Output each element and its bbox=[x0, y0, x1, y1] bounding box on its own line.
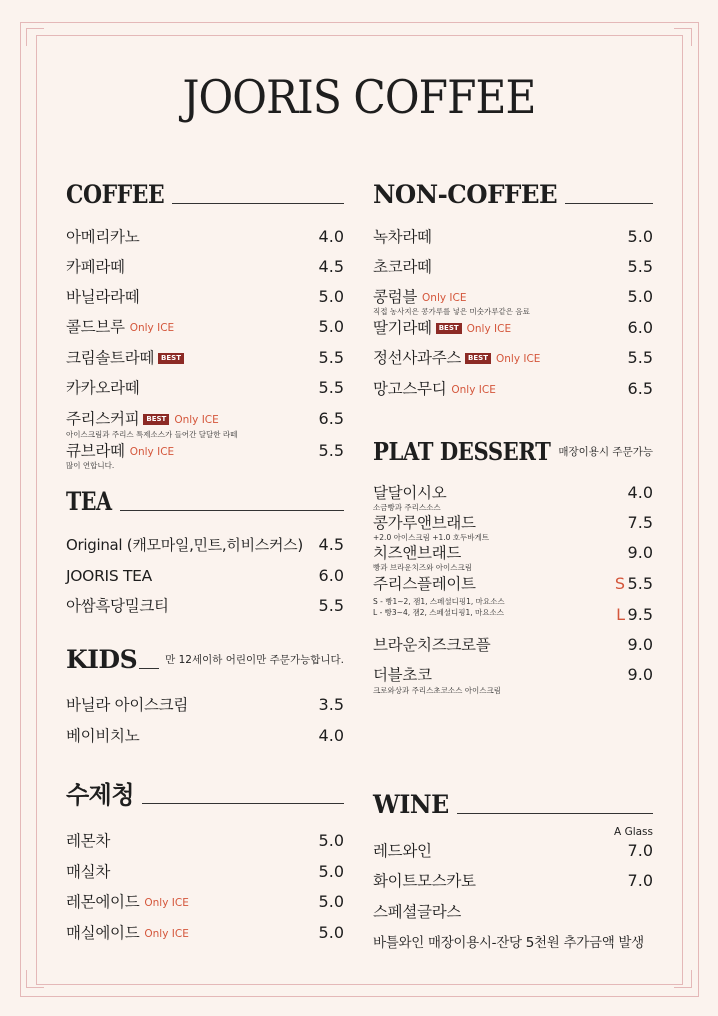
item-name: 레몬에이드 bbox=[66, 893, 140, 911]
item-name: 바닐라 아이스크림 bbox=[66, 696, 189, 714]
item-price: 5.5 bbox=[318, 596, 344, 615]
item-description: 소금빵과 주리스소스 bbox=[373, 503, 441, 512]
menu-item bbox=[66, 286, 344, 310]
section-header-coffee bbox=[66, 175, 344, 207]
section-title: TEA bbox=[66, 487, 112, 516]
item-name: 콜드브루 bbox=[66, 318, 125, 336]
menu-item bbox=[373, 226, 653, 250]
item-name: 카페라떼 bbox=[66, 258, 125, 276]
menu-item bbox=[373, 317, 653, 341]
item-description: S - 빵1~2, 잼1, 스페셜디핑1, 마요소스 bbox=[373, 597, 505, 606]
item-description: 아이스크림과 주리스 특제소스가 들어간 달달한 라떼 bbox=[66, 430, 238, 439]
menu-item bbox=[66, 408, 344, 439]
menu-item bbox=[373, 634, 653, 658]
section-rule bbox=[120, 510, 344, 511]
corner-ornament bbox=[674, 28, 692, 46]
item-name: 정선사과주스 bbox=[373, 349, 462, 367]
menu-item bbox=[373, 840, 653, 864]
item-price: 4.0 bbox=[318, 227, 344, 246]
section-header-tea bbox=[66, 482, 344, 514]
item-name: 딸기라떼 bbox=[373, 319, 432, 337]
item-name: 브라운치즈크로플 bbox=[373, 636, 491, 654]
only-ice-tag: Only ICE bbox=[144, 897, 189, 909]
item-name: 주리스플레이트 bbox=[373, 575, 476, 593]
corner-ornament bbox=[674, 970, 692, 988]
only-ice-tag: Only ICE bbox=[451, 384, 496, 396]
menu-item bbox=[66, 830, 344, 854]
corner-ornament bbox=[26, 28, 44, 46]
item-price: 5.0 bbox=[318, 287, 344, 306]
item-price: 6.5 bbox=[318, 409, 344, 428]
section-header-wine bbox=[373, 785, 653, 817]
item-price: 7.0 bbox=[627, 841, 653, 860]
item-name: 아메리카노 bbox=[66, 228, 140, 246]
item-price: 6.0 bbox=[318, 566, 344, 585]
item-name: 큐브라떼 bbox=[66, 442, 125, 460]
item-name: 레몬차 bbox=[66, 832, 111, 850]
item-price: 4.5 bbox=[318, 535, 344, 554]
item-description: 직접 농사지은 콩가루를 넣은 미숫가루같은 음료 bbox=[373, 307, 530, 316]
item-price: 5.5 bbox=[318, 348, 344, 367]
menu-item bbox=[66, 377, 344, 401]
best-badge: BEST bbox=[158, 353, 184, 364]
page-title: JOORIS COFFEE bbox=[182, 70, 536, 124]
best-badge: BEST bbox=[436, 323, 462, 334]
item-price: 5.0 bbox=[318, 317, 344, 336]
menu-item bbox=[66, 347, 344, 371]
item-name: 바닐라라떼 bbox=[66, 288, 140, 306]
item-price: 5.0 bbox=[627, 287, 653, 306]
menu-item bbox=[66, 316, 344, 340]
item-price: 6.5 bbox=[627, 379, 653, 398]
menu-item bbox=[373, 542, 653, 572]
glass-label: A Glass bbox=[614, 826, 653, 838]
item-name: 콩럼블 bbox=[373, 288, 418, 306]
item-price: 5.5 bbox=[627, 574, 653, 593]
only-ice-tag: Only ICE bbox=[144, 928, 189, 940]
item-name: 아쌈흑당밀크티 bbox=[66, 597, 169, 615]
item-name: 스페셜글라스 bbox=[373, 903, 462, 921]
item-price: 5.5 bbox=[627, 257, 653, 276]
best-badge: BEST bbox=[465, 353, 491, 364]
item-price: 5.5 bbox=[627, 348, 653, 367]
menu-item bbox=[373, 573, 653, 623]
item-price: 9.5 bbox=[627, 605, 653, 624]
section-title: KIDS bbox=[66, 645, 138, 674]
menu-item bbox=[373, 286, 653, 316]
menu-item bbox=[66, 256, 344, 280]
menu-item bbox=[373, 664, 653, 695]
only-ice-tag: Only ICE bbox=[422, 292, 467, 304]
menu-item bbox=[66, 440, 344, 470]
section-note: 매장이용시 주문가능 bbox=[558, 446, 653, 458]
only-ice-tag: Only ICE bbox=[495, 353, 541, 365]
item-name: 녹차라떼 bbox=[373, 228, 432, 246]
wine-note: 바틀와인 매장이용시-잔당 5천원 추가금액 발생 bbox=[373, 935, 644, 951]
section-header-kids bbox=[66, 640, 344, 672]
size-label: S bbox=[614, 574, 625, 593]
item-price: 7.0 bbox=[627, 871, 653, 890]
menu-item bbox=[373, 256, 653, 280]
item-name: 콩가루앤브래드 bbox=[373, 514, 476, 532]
section-rule bbox=[172, 203, 344, 204]
section-rule bbox=[457, 813, 653, 814]
item-price: 5.0 bbox=[318, 892, 344, 911]
menu-item bbox=[66, 891, 344, 915]
menu-item bbox=[66, 226, 344, 250]
only-ice-tag: Only ICE bbox=[129, 446, 175, 458]
item-price: 4.0 bbox=[627, 483, 653, 502]
menu-item bbox=[373, 378, 653, 402]
item-price: 5.0 bbox=[318, 862, 344, 881]
item-price: 5.0 bbox=[627, 227, 653, 246]
item-price: 5.5 bbox=[318, 441, 344, 460]
section-title: NON-COFFEE bbox=[373, 180, 558, 209]
section-title: COFFEE bbox=[66, 180, 165, 209]
menu-item bbox=[66, 534, 344, 558]
item-name: 베이비치노 bbox=[66, 727, 140, 745]
item-name: 치즈앤브래드 bbox=[373, 544, 462, 562]
item-price: 5.5 bbox=[318, 378, 344, 397]
item-price: 4.0 bbox=[318, 726, 344, 745]
menu-item bbox=[66, 565, 344, 589]
menu-item bbox=[66, 595, 344, 619]
section-title: 수제청 bbox=[66, 781, 135, 809]
item-price: 4.5 bbox=[318, 257, 344, 276]
item-name: 망고스무디 bbox=[373, 380, 447, 398]
corner-ornament bbox=[26, 970, 44, 988]
section-header-dessert bbox=[373, 432, 653, 464]
item-price: 3.5 bbox=[318, 695, 344, 714]
menu-item bbox=[66, 725, 344, 749]
item-price: 5.0 bbox=[318, 923, 344, 942]
item-description: +2.0 아이스크림 +1.0 호두바게트 bbox=[373, 533, 490, 542]
item-price: 9.0 bbox=[627, 635, 653, 654]
item-name: 카카오라떼 bbox=[66, 379, 140, 397]
best-badge: BEST bbox=[143, 414, 169, 425]
menu-item bbox=[373, 901, 653, 925]
item-name: 더블초코 bbox=[373, 666, 432, 684]
only-ice-tag: Only ICE bbox=[466, 323, 512, 335]
menu-item bbox=[373, 482, 653, 512]
item-name: 주리스커피 bbox=[66, 410, 140, 428]
section-rule bbox=[139, 668, 159, 669]
item-price: 9.0 bbox=[627, 543, 653, 562]
item-name: 달달이시오 bbox=[373, 484, 447, 502]
item-description: 많이 연합니다. bbox=[66, 461, 115, 470]
menu-item bbox=[66, 694, 344, 718]
item-description: 빵과 브라운치즈와 아이스크림 bbox=[373, 563, 472, 572]
section-title: WINE bbox=[373, 790, 449, 819]
item-name: 매실에이드 bbox=[66, 924, 140, 942]
section-header-noncoffee bbox=[373, 175, 653, 207]
item-name: 초코라떼 bbox=[373, 258, 432, 276]
item-description: 크로와상과 주리스초코소스 아이스크림 bbox=[373, 686, 501, 695]
menu-item bbox=[373, 347, 653, 371]
only-ice-tag: Only ICE bbox=[174, 414, 219, 426]
item-name: 레드와인 bbox=[373, 842, 432, 860]
menu-item bbox=[66, 922, 344, 946]
size-label: L bbox=[616, 605, 625, 624]
item-price: 6.0 bbox=[627, 318, 653, 337]
item-price: 7.5 bbox=[627, 513, 653, 532]
menu-item bbox=[373, 512, 653, 542]
item-name: Original (캐모마일,민트,히비스커스) bbox=[66, 536, 303, 554]
item-price: 9.0 bbox=[627, 665, 653, 684]
item-name: JOORIS TEA bbox=[66, 567, 152, 585]
section-note: 만 12세이하 어린이만 주문가능합니다. bbox=[165, 654, 344, 666]
item-price: 5.0 bbox=[318, 831, 344, 850]
section-header-syrup bbox=[66, 775, 344, 807]
only-ice-tag: Only ICE bbox=[129, 322, 175, 334]
section-title: PLAT DESSERT bbox=[373, 437, 551, 466]
item-name: 매실차 bbox=[66, 863, 111, 881]
item-name: 크림솔트라떼 bbox=[66, 349, 155, 367]
section-rule bbox=[565, 203, 653, 204]
item-name: 화이트모스카토 bbox=[373, 872, 476, 890]
menu-item bbox=[373, 870, 653, 894]
section-rule bbox=[142, 803, 344, 804]
menu-item bbox=[66, 861, 344, 885]
item-description: L - 빵3~4, 잼2, 스페셜디핑1, 마요소스 bbox=[373, 608, 505, 617]
